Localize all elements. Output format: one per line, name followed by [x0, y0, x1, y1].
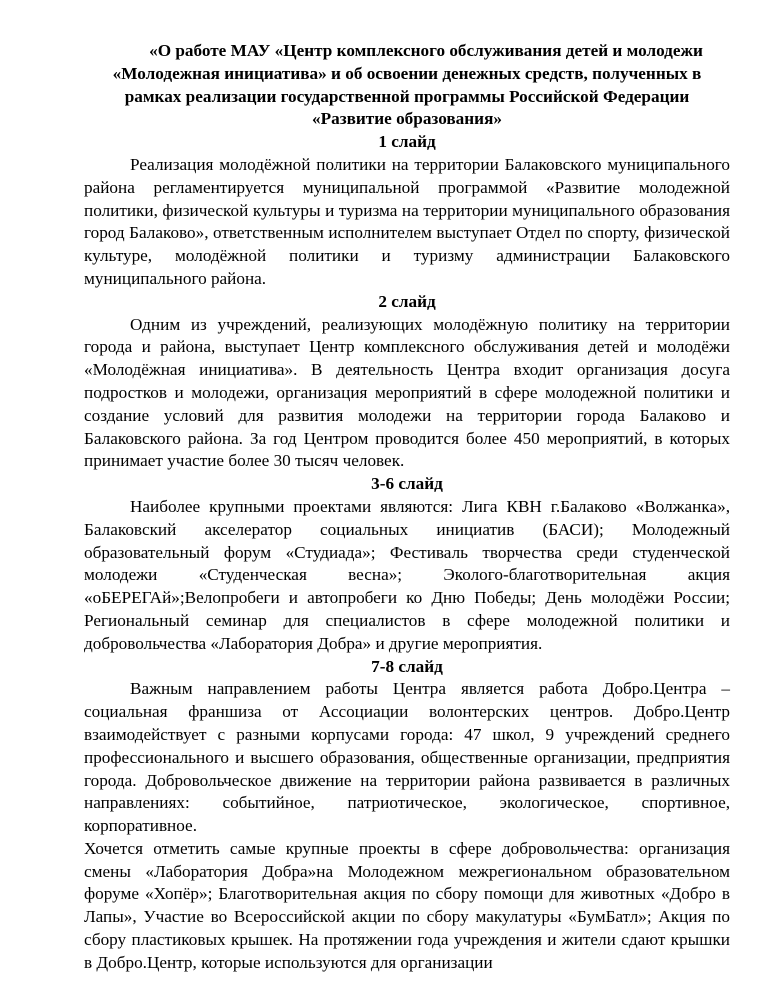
document-title [84, 40, 730, 131]
paragraph-slide-7-8-a: Важным направлением работы Центра является работа Добро.Центра – социальная франшиза от Ассоциации волонтерских центров. Добро.Центр взаимодействует с разными корпусами города: 47 школ, 9 учреждений среднего профессионального и высшего образования, общественные организации, предприятия города. Добровольческое движение на территории района развивается в различных направлениях: событийное, патриотическое, экологическое, спортивное, корпоративное. [84, 679, 730, 836]
slide-heading-7-8: 7-8 слайд [371, 656, 443, 676]
title-line-2: «Молодежная инициатива» и об освоении денежных средств, полученных в рамках реализации государственной программы Российской Федерации «Развитие образования» [112, 63, 702, 129]
paragraph-slide-7-8-b: Хочется отметить самые крупные проекты в сфере добровольчества: организация смены «Лаборатория Добра»на Молодежном межрегиональном образовательном форуме «Хопёр»; Благотворительная акция по сбору помощи для животных «Добро в Лапы», Участие во Всероссийской акции по сбору макулатуры «БумБатл»; Акция по сбору пластиковых крышек. На протяжении года учреждения и жители сдают крышки в Добро.Центр, которые используются для организации [84, 838, 730, 972]
title-line-1: «О работе МАУ «Центр комплексного обслуживания детей и молодежи [149, 41, 703, 60]
paragraph-slide-2: Одним из учреждений, реализующих молодёжную политику на территории города и района, выступает Центр комплексного обслуживания детей и молодёжи «Молодёжная инициатива». В деятельность Центра входит организация досуга подростков и молодежи, организация мероприятий в сфере молодежной политики и создание условий для развития молодежи на территории города Балаково и Балаковского района. За год Центром проводится более 450 мероприятий, в которых принимает участие более 30 тысяч человек. [84, 314, 730, 471]
paragraph-slide-3-6: Наиболее крупными проектами являются: Лига КВН г.Балаково «Волжанка», Балаковский акселератор социальных инициатив (БАСИ); Молодежный образовательный форум «Студиада»; Фестиваль творчества среди студенческой молодежи «Студенческая весна»; Эколого-благотворительная акция «оБЕРЕГАй»;Велопробеги и автопробеги ко Дню Победы; День молодёжи России; Региональный семинар для специалистов в сфере молодежной политики и добровольчества «Лаборатория Добра» и другие мероприятия. [84, 496, 730, 653]
slide-heading-3-6: 3-6 слайд [371, 474, 443, 494]
paragraph-slide-1: Реализация молодёжной политики на территории Балаковского муниципального района регламентируется муниципальной программой «Развитие молодежной политики, физической культуры и туризма на территории муниципального образования город Балаково», ответственным исполнителем выступает Отдел по спорту, физической культуре, молодёжной политики и туризму администрации Балаковского муниципального района. [84, 154, 730, 288]
slide-heading-2: 2 слайд [378, 291, 436, 311]
slide-heading-1: 1 слайд [378, 132, 436, 152]
